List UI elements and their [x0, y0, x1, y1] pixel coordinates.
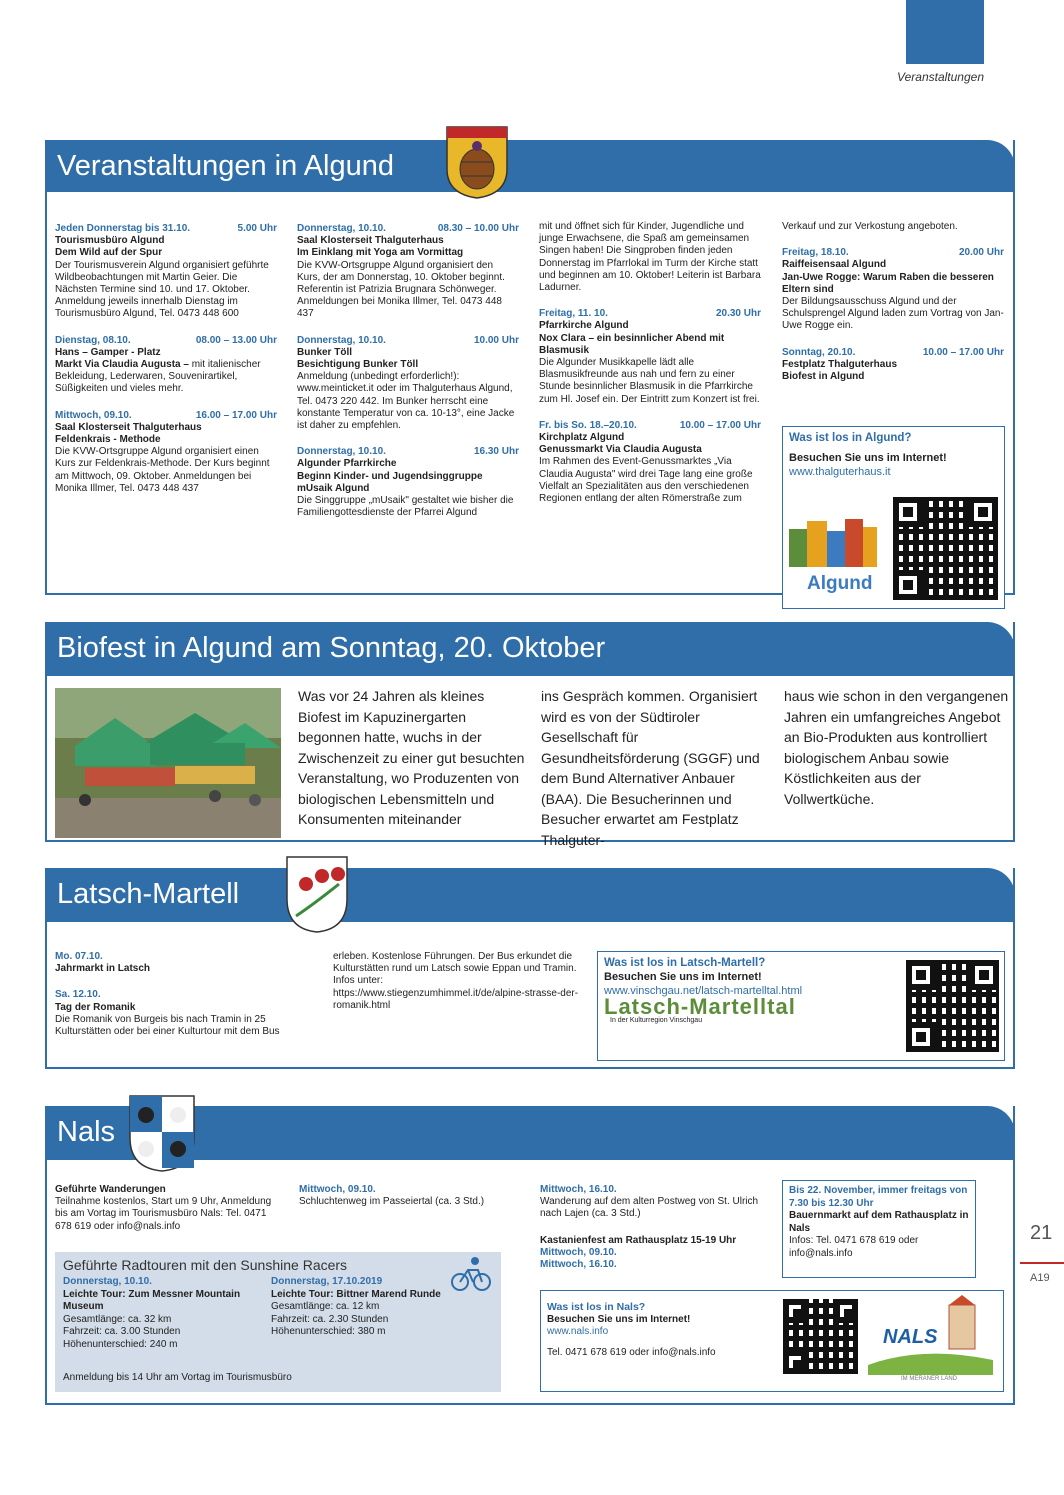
algund-coat-of-arms: [444, 124, 510, 200]
bike-footer: Anmeldung bis 14 Uhr am Vortag im Tourismusbüro: [63, 1372, 292, 1383]
algund-section: [45, 140, 1015, 595]
event: Fr. bis So. 18.–20.10. 10.00 – 17.00 Uhr Kirchplatz Algund Genussmarkt Via Claudia Augusta Im Rahmen des Event-Genussmarktes „Via Claudia Augusta" wird drei Tage lang eine große Vielfalt an Spezialitäten aus den verschiedenen Regionen entlang der alten Römerstraße zum: [539, 419, 761, 505]
latsch-qr-code[interactable]: [906, 960, 999, 1052]
algund-title: Veranstaltungen in Algund: [57, 150, 394, 182]
info-url[interactable]: www.vinschgau.net/latsch-martelltal.html: [604, 985, 803, 997]
nals-col-2: Mittwoch, 09.10. Schluchtenweg im Passeiertal (ca. 3 Std.): [299, 1184, 485, 1208]
biofest-band: [47, 622, 1015, 676]
event: Donnerstag, 10.10. 10.00 Uhr Bunker Töll Besichtigung Bunker Töll Anmeldung (unbedingt erforderlich!): www.meinticket.it oder im Thalguterhaus Algund, Tel. 0473 220 442. Im Bunker herrscht eine konstante Temperatur von ca. 10-13°, eine Jacke ist daher zu empfehlen.: [297, 334, 519, 432]
nals-section: [45, 1106, 1015, 1405]
info-subtitle: Besuchen Sie uns im Internet!: [547, 1313, 691, 1325]
algund-info-box: [782, 426, 1005, 609]
latsch-info-box: [597, 951, 1005, 1061]
biofest-title: Biofest in Algund am Sonntag, 20. Oktober: [57, 632, 606, 664]
biofest-photo: [55, 688, 281, 838]
nals-market-box: Bis 22. November, immer freitags von 7.30 bis 12.30 Uhr Bauernmarkt auf dem Rathausplatz in Nals Infos: Tel. 0471 678 619 oder info@nals.info: [782, 1180, 976, 1278]
bike-title: Geführte Radtouren mit den Sunshine Racers: [63, 1257, 348, 1273]
nals-title: Nals: [57, 1116, 116, 1148]
latsch-logo-subtext: In der Kulturregion Vinschgau: [610, 1017, 703, 1024]
nals-coat-of-arms: [127, 1093, 197, 1173]
latsch-section: [45, 868, 1015, 1069]
info-title: Was ist los in Latsch-Martell?: [604, 957, 766, 969]
event: Jeden Donnerstag bis 31.10. 5.00 Uhr Tourismusbüro Algund Dem Wild auf der Spur Der Tourismusverein Algund organisiert geführte Wildbeobachtungen mit Martin Geier. Die Nächsten Termine sind 10. und 17. Oktober. Anmeldung jeweils innerhalb Dienstag im Tourismusbüro Algund, Tel. 0473 448 600: [55, 223, 277, 320]
page-number-line: [1020, 1262, 1064, 1264]
algund-logo-graphic: [789, 517, 879, 567]
info-contact: Tel. 0471 678 619 oder info@nals.info: [547, 1346, 716, 1358]
page-number: 21: [1030, 1222, 1053, 1244]
info-title: Was ist los in Algund?: [789, 432, 912, 444]
nals-logo-text: NALS: [883, 1326, 938, 1348]
nals-info-box: [540, 1290, 1004, 1392]
event: Mittwoch, 09.10. 16.00 – 17.00 Uhr Saal Klosterseit Thalguterhaus Feldenkrais - Methode Die KVW-Ortsgruppe Algund organisiert einen Kurs zur Feldenkrais-Methode. Der Kurs beginnt am Mittwoch, 09. Oktober. Anmeldungen bei Monika Illmer, Tel. 0473 448 437: [55, 409, 277, 494]
latsch-coat-of-arms: [284, 854, 350, 934]
event: Donnerstag, 10.10. 16.30 Uhr Algunder Pfarrkirche Beginn Kinder- und Jugendsinggruppe mUsaik Algund Die Singgruppe „mUsaik" gestaltet wie bisher die Familiengottesdienste der Pfarrei Algund: [297, 446, 519, 519]
section-tab: [906, 0, 984, 64]
info-url[interactable]: www.nals.info: [547, 1326, 609, 1337]
event: Freitag, 11. 10. 20.30 Uhr Pfarrkirche Algund Nox Clara – ein besinnlicher Abend mit Blasmusik Die Algunder Musikkapelle lädt alle Blasmusikfreunde aus nah und fern zu einer Stunde besinnlicher Blasmusik in die Pfarrkirche zum Hl. Josef ein. Der Eintritt zum Konzert ist frei.: [539, 308, 761, 405]
algund-col-4: [782, 221, 1004, 397]
info-subtitle: Besuchen Sie uns im Internet!: [604, 971, 762, 983]
biofest-col-3: haus wie schon in den vergangenen Jahren ein umfangreiches Angebot an Bio-Produkten aus kontrolliert biologischem Anbau sowie Köstlichkeiten aus der Vollwertküche.: [784, 688, 1009, 807]
section-label: Veranstaltungen: [897, 70, 984, 84]
latsch-title: Latsch-Martell: [57, 878, 240, 910]
biofest-col-2: ins Gespräch kommen. Organisiert wird es von der Südtiroler Gesellschaft für Gesundheitsförderung (SGGF) und dem Bund Alternativer Anbauer (BAA). Die Besucherinnen und Besucher erwartet am Festplatz Thalguter-: [541, 688, 760, 848]
event: Sonntag, 20.10. 10.00 – 17.00 Uhr Festplatz Thalguterhaus Biofest in Algund: [782, 346, 1004, 383]
biofest-section: [45, 622, 1015, 848]
biofest-col-1: Was vor 24 Jahren als kleines Biofest im Kapuzinergarten begonnen hatte, wuchs in der Zwischenzeit zu einer gut besuchten Veranstaltung, wo Produzenten von biologischen Lebensmitteln und Konsumenten miteinander: [298, 688, 525, 827]
event: Freitag, 18.10. 20.00 Uhr Raiffeisensaal Algund Jan-Uwe Rogge: Warum Raben die besseren Eltern sind Der Bildungsausschuss Algund und der Schulsprengel Algund laden zum Vortrag von Jan-Uwe Rogge ein.: [782, 247, 1004, 332]
nals-col-3: Mittwoch, 16.10. Wanderung auf dem alten Postweg von St. Ulrich nach Lajen (ca. 3 Std.) Kastanienfest am Rathausplatz 15-19 Uhr Mittwoch, 09.10. Mittwoch, 16.10.: [540, 1184, 759, 1271]
bike-tour-2: Donnerstag, 17.10.2019 Leichte Tour: Bittner Marend Runde Gesamtlänge: ca. 12 km Fahrzeit: ca. 2.30 Stunden Höhenunterschied: 380 m: [271, 1276, 441, 1337]
page-subnumber: A19: [1030, 1272, 1050, 1284]
latsch-logo-text: Latsch-Martelltal: [604, 994, 796, 1019]
algund-col-2: [297, 223, 519, 533]
event: Mo. 07.10. Jahrmarkt in Latsch: [55, 951, 151, 975]
latsch-band: [47, 868, 1015, 922]
latsch-col-2: erleben. Kostenlose Führungen. Der Bus erkundet die Kulturstätten rund um Latsch sowie Eppan und Tramin. Infos unter: https://www.stiegenzumhimmel.it/de/alpine-strasse-der-romanik.html: [333, 951, 579, 1011]
bike-tour-1: Donnerstag, 10.10. Leichte Tour: Zum Messner Mountain Museum Gesamtlänge: ca. 32 km Fahrzeit: ca. 3.00 Stunden Höhenunterschied: 240 m: [63, 1276, 241, 1350]
nals-qr-code[interactable]: [783, 1299, 858, 1374]
info-subtitle: Besuchen Sie uns im Internet!: [789, 452, 947, 464]
nals-logo-subtext: IM MERANER LAND: [901, 1376, 958, 1382]
algund-band: [47, 140, 1015, 192]
event: mit und öffnet sich für Kinder, Jugendliche und junge Erwachsene, die Spaß am gemeinsamen Singen haben! Die Singproben finden jeden Donnerstag im Pfarrlokal im Turm der Kirche statt und beginnen am 10. Oktober! Leiterin ist Barbara Ladurner.: [539, 221, 761, 294]
event: Donnerstag, 10.10. 08.30 – 10.00 Uhr Saal Klosterseit Thalguterhaus Im Einklang mit Yoga am Vormittag Die KVW-Ortsgruppe Algund organisiert den Kurs, der am Donnerstag, 10. Oktober beginnt. Referentin ist Patrizia Brugnara Schönweger. Anmeldungen bei Monika Illmer, Tel. 0473 448 437: [297, 223, 519, 320]
event: Dienstag, 08.10. 08.00 – 13.00 Uhr Hans – Gamper - Platz Markt Via Claudia Augusta – mit italienischer Bekleidung, Lederwaren, Souvenirartikel, Süßigkeiten und vieles mehr.: [55, 334, 277, 395]
algund-logo-text: Algund: [807, 573, 873, 594]
algund-qr-code[interactable]: [893, 497, 998, 600]
latsch-col-1: [55, 951, 315, 1052]
nals-bike-box: [55, 1252, 501, 1392]
info-title: Was ist los in Nals?: [547, 1301, 646, 1313]
info-url[interactable]: www.thalguterhaus.it: [789, 466, 891, 478]
event: Verkauf und zur Verkostung angeboten.: [782, 221, 958, 232]
nals-col-1: Geführte Wanderungen Teilnahme kostenlos, Start um 9 Uhr, Anmeldung bis am Vortag im Tourismusbüro Nals: Tel. 0471 678 619 oder info@nals.info: [55, 1184, 272, 1232]
algund-col-3: [539, 221, 761, 519]
event: Sa. 12.10. Tag der Romanik Die Romanik von Burgeis bis nach Tramin in 25 Kulturstätten oder bei einer Kulturtour mit dem Bus: [55, 989, 280, 1038]
algund-col-1: [55, 223, 277, 509]
